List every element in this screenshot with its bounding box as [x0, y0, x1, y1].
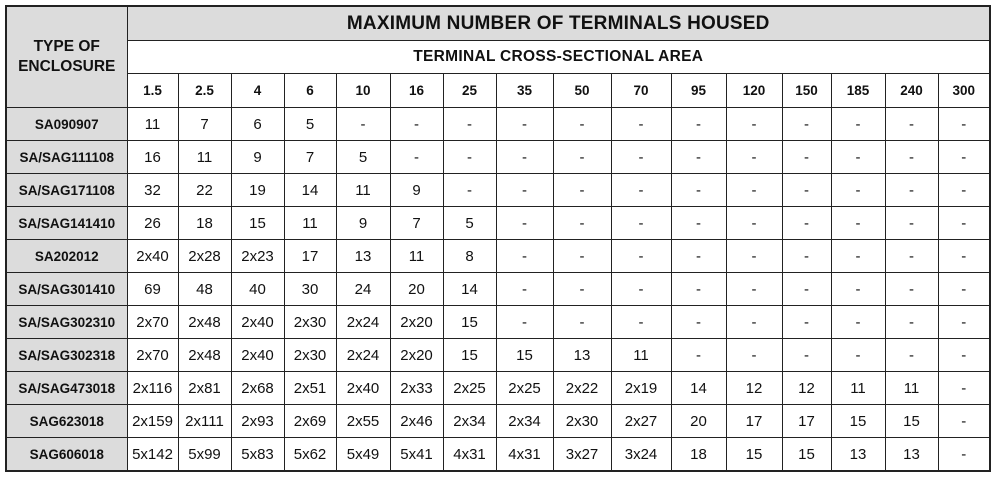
- table-row: [6, 141, 990, 174]
- value-cell: 13: [831, 438, 885, 472]
- value-cell: -: [611, 108, 671, 141]
- value-cell: -: [831, 108, 885, 141]
- value-cell: -: [553, 273, 611, 306]
- enclosure-type-cell: SA/SAG141410: [6, 207, 127, 240]
- value-cell: -: [553, 306, 611, 339]
- value-cell: 11: [284, 207, 336, 240]
- value-cell: -: [782, 240, 831, 273]
- value-cell: 2x70: [127, 306, 178, 339]
- value-cell: 15: [496, 339, 553, 372]
- value-cell: 5x49: [336, 438, 390, 472]
- value-cell: 13: [553, 339, 611, 372]
- value-cell: -: [671, 174, 726, 207]
- value-cell: 20: [671, 405, 726, 438]
- value-cell: -: [938, 240, 990, 273]
- value-cell: -: [553, 207, 611, 240]
- value-cell: 14: [443, 273, 496, 306]
- value-cell: -: [938, 339, 990, 372]
- value-cell: -: [885, 339, 938, 372]
- value-cell: -: [496, 306, 553, 339]
- value-cell: -: [885, 207, 938, 240]
- value-cell: 11: [178, 141, 231, 174]
- value-cell: -: [553, 141, 611, 174]
- value-cell: 15: [885, 405, 938, 438]
- value-cell: 2x46: [390, 405, 443, 438]
- value-cell: 3x24: [611, 438, 671, 472]
- enclosure-type-cell: SAG623018: [6, 405, 127, 438]
- table-body: [6, 108, 990, 472]
- value-cell: 69: [127, 273, 178, 306]
- terminals-table: [5, 5, 991, 472]
- value-cell: 5x41: [390, 438, 443, 472]
- value-cell: -: [671, 141, 726, 174]
- value-cell: -: [496, 141, 553, 174]
- column-header: 50: [553, 74, 611, 108]
- value-cell: 2x116: [127, 372, 178, 405]
- column-header-row: [6, 74, 990, 108]
- value-cell: 7: [284, 141, 336, 174]
- value-cell: 9: [390, 174, 443, 207]
- column-header: 6: [284, 74, 336, 108]
- column-header: 35: [496, 74, 553, 108]
- value-cell: 2x69: [284, 405, 336, 438]
- column-header: 300: [938, 74, 990, 108]
- value-cell: 2x30: [284, 339, 336, 372]
- value-cell: 8: [443, 240, 496, 273]
- column-header: 150: [782, 74, 831, 108]
- value-cell: -: [885, 174, 938, 207]
- value-cell: -: [443, 141, 496, 174]
- value-cell: -: [938, 141, 990, 174]
- value-cell: -: [726, 240, 782, 273]
- value-cell: -: [496, 273, 553, 306]
- value-cell: 4x31: [443, 438, 496, 472]
- value-cell: 26: [127, 207, 178, 240]
- enclosure-type-cell: SA/SAG111108: [6, 141, 127, 174]
- value-cell: 2x51: [284, 372, 336, 405]
- value-cell: 12: [726, 372, 782, 405]
- value-cell: 5x142: [127, 438, 178, 472]
- value-cell: -: [885, 306, 938, 339]
- column-header: 240: [885, 74, 938, 108]
- value-cell: -: [671, 339, 726, 372]
- value-cell: 2x81: [178, 372, 231, 405]
- value-cell: 2x30: [284, 306, 336, 339]
- value-cell: -: [496, 174, 553, 207]
- value-cell: 15: [443, 306, 496, 339]
- value-cell: -: [726, 141, 782, 174]
- value-cell: -: [553, 240, 611, 273]
- value-cell: 6: [231, 108, 284, 141]
- value-cell: -: [611, 273, 671, 306]
- value-cell: -: [726, 273, 782, 306]
- value-cell: 17: [782, 405, 831, 438]
- enclosure-type-cell: SA090907: [6, 108, 127, 141]
- value-cell: 2x40: [336, 372, 390, 405]
- value-cell: -: [496, 240, 553, 273]
- column-header: 2.5: [178, 74, 231, 108]
- value-cell: 15: [231, 207, 284, 240]
- value-cell: -: [938, 372, 990, 405]
- value-cell: 5x62: [284, 438, 336, 472]
- value-cell: -: [831, 174, 885, 207]
- value-cell: 14: [671, 372, 726, 405]
- value-cell: 15: [726, 438, 782, 472]
- value-cell: 5x83: [231, 438, 284, 472]
- value-cell: 20: [390, 273, 443, 306]
- value-cell: -: [553, 174, 611, 207]
- value-cell: -: [443, 174, 496, 207]
- enclosure-type-cell: SA202012: [6, 240, 127, 273]
- value-cell: -: [938, 273, 990, 306]
- value-cell: 2x70: [127, 339, 178, 372]
- type-header-line1: TYPE OF: [33, 38, 100, 55]
- value-cell: 2x23: [231, 240, 284, 273]
- value-cell: -: [671, 273, 726, 306]
- value-cell: 15: [782, 438, 831, 472]
- value-cell: -: [496, 207, 553, 240]
- enclosure-type-cell: SAG606018: [6, 438, 127, 472]
- type-header-line2: ENCLOSURE: [18, 58, 116, 75]
- value-cell: 2x28: [178, 240, 231, 273]
- value-cell: -: [611, 174, 671, 207]
- value-cell: 11: [127, 108, 178, 141]
- value-cell: 2x40: [127, 240, 178, 273]
- table-row: [6, 372, 990, 405]
- value-cell: -: [671, 207, 726, 240]
- table-row: [6, 339, 990, 372]
- value-cell: 15: [831, 405, 885, 438]
- column-header: 25: [443, 74, 496, 108]
- value-cell: -: [390, 108, 443, 141]
- value-cell: -: [671, 240, 726, 273]
- value-cell: -: [831, 141, 885, 174]
- value-cell: -: [885, 108, 938, 141]
- value-cell: 9: [336, 207, 390, 240]
- column-header: 4: [231, 74, 284, 108]
- value-cell: 2x48: [178, 339, 231, 372]
- value-cell: -: [831, 306, 885, 339]
- value-cell: 2x33: [390, 372, 443, 405]
- value-cell: -: [390, 141, 443, 174]
- enclosure-type-cell: SA/SAG473018: [6, 372, 127, 405]
- value-cell: 16: [127, 141, 178, 174]
- value-cell: 2x93: [231, 405, 284, 438]
- value-cell: 32: [127, 174, 178, 207]
- value-cell: -: [611, 141, 671, 174]
- table-row: [6, 306, 990, 339]
- value-cell: -: [726, 339, 782, 372]
- table-row: [6, 240, 990, 273]
- value-cell: 30: [284, 273, 336, 306]
- value-cell: 40: [231, 273, 284, 306]
- value-cell: 11: [390, 240, 443, 273]
- column-header: 16: [390, 74, 443, 108]
- value-cell: 22: [178, 174, 231, 207]
- value-cell: -: [782, 306, 831, 339]
- value-cell: 5: [443, 207, 496, 240]
- value-cell: -: [831, 240, 885, 273]
- value-cell: 2x20: [390, 339, 443, 372]
- value-cell: 17: [284, 240, 336, 273]
- column-header: 185: [831, 74, 885, 108]
- value-cell: 7: [390, 207, 443, 240]
- enclosure-type-cell: SA/SAG171108: [6, 174, 127, 207]
- value-cell: -: [938, 306, 990, 339]
- value-cell: 2x22: [553, 372, 611, 405]
- value-cell: -: [671, 108, 726, 141]
- enclosure-type-cell: SA/SAG302318: [6, 339, 127, 372]
- value-cell: -: [726, 306, 782, 339]
- value-cell: 18: [671, 438, 726, 472]
- value-cell: -: [443, 108, 496, 141]
- table-title: MAXIMUM NUMBER OF TERMINALS HOUSED: [127, 6, 990, 41]
- value-cell: -: [938, 405, 990, 438]
- value-cell: 17: [726, 405, 782, 438]
- column-header: 120: [726, 74, 782, 108]
- table-row: [6, 207, 990, 240]
- value-cell: 9: [231, 141, 284, 174]
- value-cell: 14: [284, 174, 336, 207]
- value-cell: 2x48: [178, 306, 231, 339]
- value-cell: -: [782, 108, 831, 141]
- value-cell: -: [885, 141, 938, 174]
- value-cell: -: [671, 306, 726, 339]
- value-cell: -: [885, 240, 938, 273]
- enclosure-type-cell: SA/SAG302310: [6, 306, 127, 339]
- value-cell: 2x55: [336, 405, 390, 438]
- value-cell: -: [782, 174, 831, 207]
- table-row: [6, 174, 990, 207]
- value-cell: -: [496, 108, 553, 141]
- value-cell: -: [938, 438, 990, 472]
- value-cell: 2x34: [443, 405, 496, 438]
- value-cell: 13: [336, 240, 390, 273]
- value-cell: 18: [178, 207, 231, 240]
- value-cell: -: [782, 273, 831, 306]
- value-cell: 2x20: [390, 306, 443, 339]
- value-cell: 2x34: [496, 405, 553, 438]
- value-cell: -: [831, 339, 885, 372]
- value-cell: 5x99: [178, 438, 231, 472]
- table-row: [6, 273, 990, 306]
- value-cell: 11: [885, 372, 938, 405]
- value-cell: -: [831, 273, 885, 306]
- value-cell: 2x30: [553, 405, 611, 438]
- type-of-enclosure-header: [6, 6, 127, 108]
- value-cell: -: [782, 339, 831, 372]
- value-cell: 2x24: [336, 306, 390, 339]
- value-cell: -: [938, 108, 990, 141]
- value-cell: 2x24: [336, 339, 390, 372]
- value-cell: -: [726, 207, 782, 240]
- table-subtitle: TERMINAL CROSS-SECTIONAL AREA: [127, 41, 990, 74]
- column-header: 70: [611, 74, 671, 108]
- column-header: 95: [671, 74, 726, 108]
- value-cell: 11: [831, 372, 885, 405]
- value-cell: -: [782, 141, 831, 174]
- value-cell: 11: [611, 339, 671, 372]
- value-cell: 48: [178, 273, 231, 306]
- value-cell: -: [553, 108, 611, 141]
- value-cell: 2x25: [496, 372, 553, 405]
- value-cell: 11: [336, 174, 390, 207]
- column-header: 10: [336, 74, 390, 108]
- value-cell: -: [611, 207, 671, 240]
- table-row: [6, 108, 990, 141]
- value-cell: -: [885, 273, 938, 306]
- value-cell: -: [831, 207, 885, 240]
- value-cell: -: [611, 306, 671, 339]
- table-row: [6, 405, 990, 438]
- column-header: 1.5: [127, 74, 178, 108]
- value-cell: 2x111: [178, 405, 231, 438]
- value-cell: 3x27: [553, 438, 611, 472]
- value-cell: 5: [284, 108, 336, 141]
- value-cell: 2x19: [611, 372, 671, 405]
- table-row: [6, 438, 990, 472]
- value-cell: 19: [231, 174, 284, 207]
- value-cell: 4x31: [496, 438, 553, 472]
- value-cell: -: [336, 108, 390, 141]
- value-cell: 2x25: [443, 372, 496, 405]
- value-cell: 12: [782, 372, 831, 405]
- value-cell: 2x159: [127, 405, 178, 438]
- value-cell: 2x40: [231, 306, 284, 339]
- value-cell: 2x68: [231, 372, 284, 405]
- value-cell: -: [938, 207, 990, 240]
- value-cell: -: [938, 174, 990, 207]
- value-cell: -: [726, 108, 782, 141]
- value-cell: -: [726, 174, 782, 207]
- enclosure-type-cell: SA/SAG301410: [6, 273, 127, 306]
- value-cell: -: [611, 240, 671, 273]
- value-cell: -: [782, 207, 831, 240]
- value-cell: 13: [885, 438, 938, 472]
- value-cell: 2x27: [611, 405, 671, 438]
- value-cell: 7: [178, 108, 231, 141]
- value-cell: 24: [336, 273, 390, 306]
- value-cell: 2x40: [231, 339, 284, 372]
- value-cell: 15: [443, 339, 496, 372]
- value-cell: 5: [336, 141, 390, 174]
